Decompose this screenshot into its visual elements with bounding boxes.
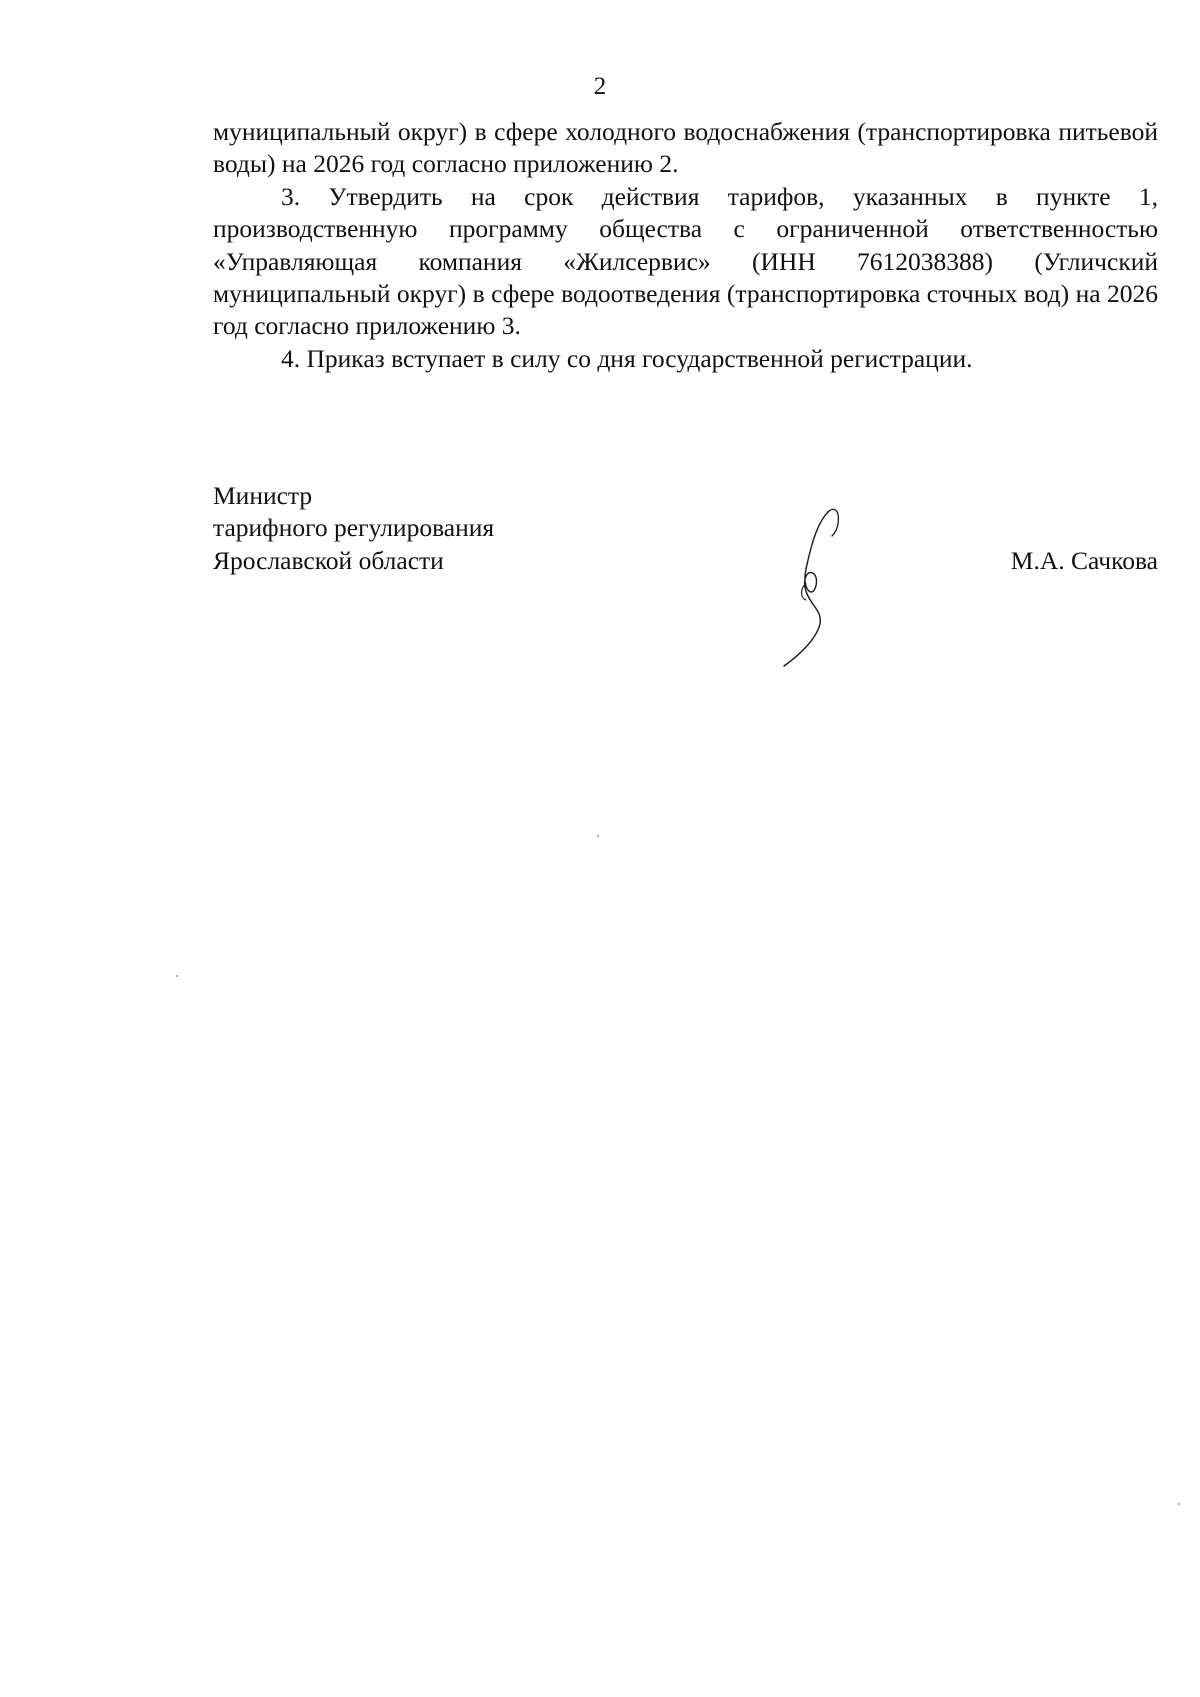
document-body — [213, 116, 1158, 375]
page-number: 2 — [593, 73, 607, 100]
scan-speck — [1178, 1503, 1180, 1505]
signer-title-line: тарифного регулирования — [213, 513, 495, 543]
signature-block — [213, 480, 1158, 577]
signer-title-line: Министр — [213, 481, 313, 510]
signer-name: М.А. Сачкова — [1010, 545, 1158, 575]
scan-speck — [597, 835, 599, 837]
scan-speck — [176, 975, 178, 977]
signer-title-line: Ярославской области — [213, 545, 444, 575]
paragraph-item-4: 4. Приказ вступает в силу со дня государственной регистрации. — [281, 343, 973, 373]
paragraph-item-3: 3. Утвердить на срок действия тарифов, указанных в пункте 1, производственную программу общества с ограниченной ответственностью «Управляющая компания «Жилсервис» (ИНН 7612038388) (Угличский муниципальный округ) в сфере водоотведения (транспортировка сточных вод) на 2026 год согласно приложению 3. — [213, 181, 1158, 341]
handwritten-signature — [770, 500, 880, 670]
paragraph-continuation: муниципальный округ) в сфере холодного водоснабжения (транспортировка питьевой воды) на 2026 год согласно приложению 2. — [213, 117, 1158, 179]
